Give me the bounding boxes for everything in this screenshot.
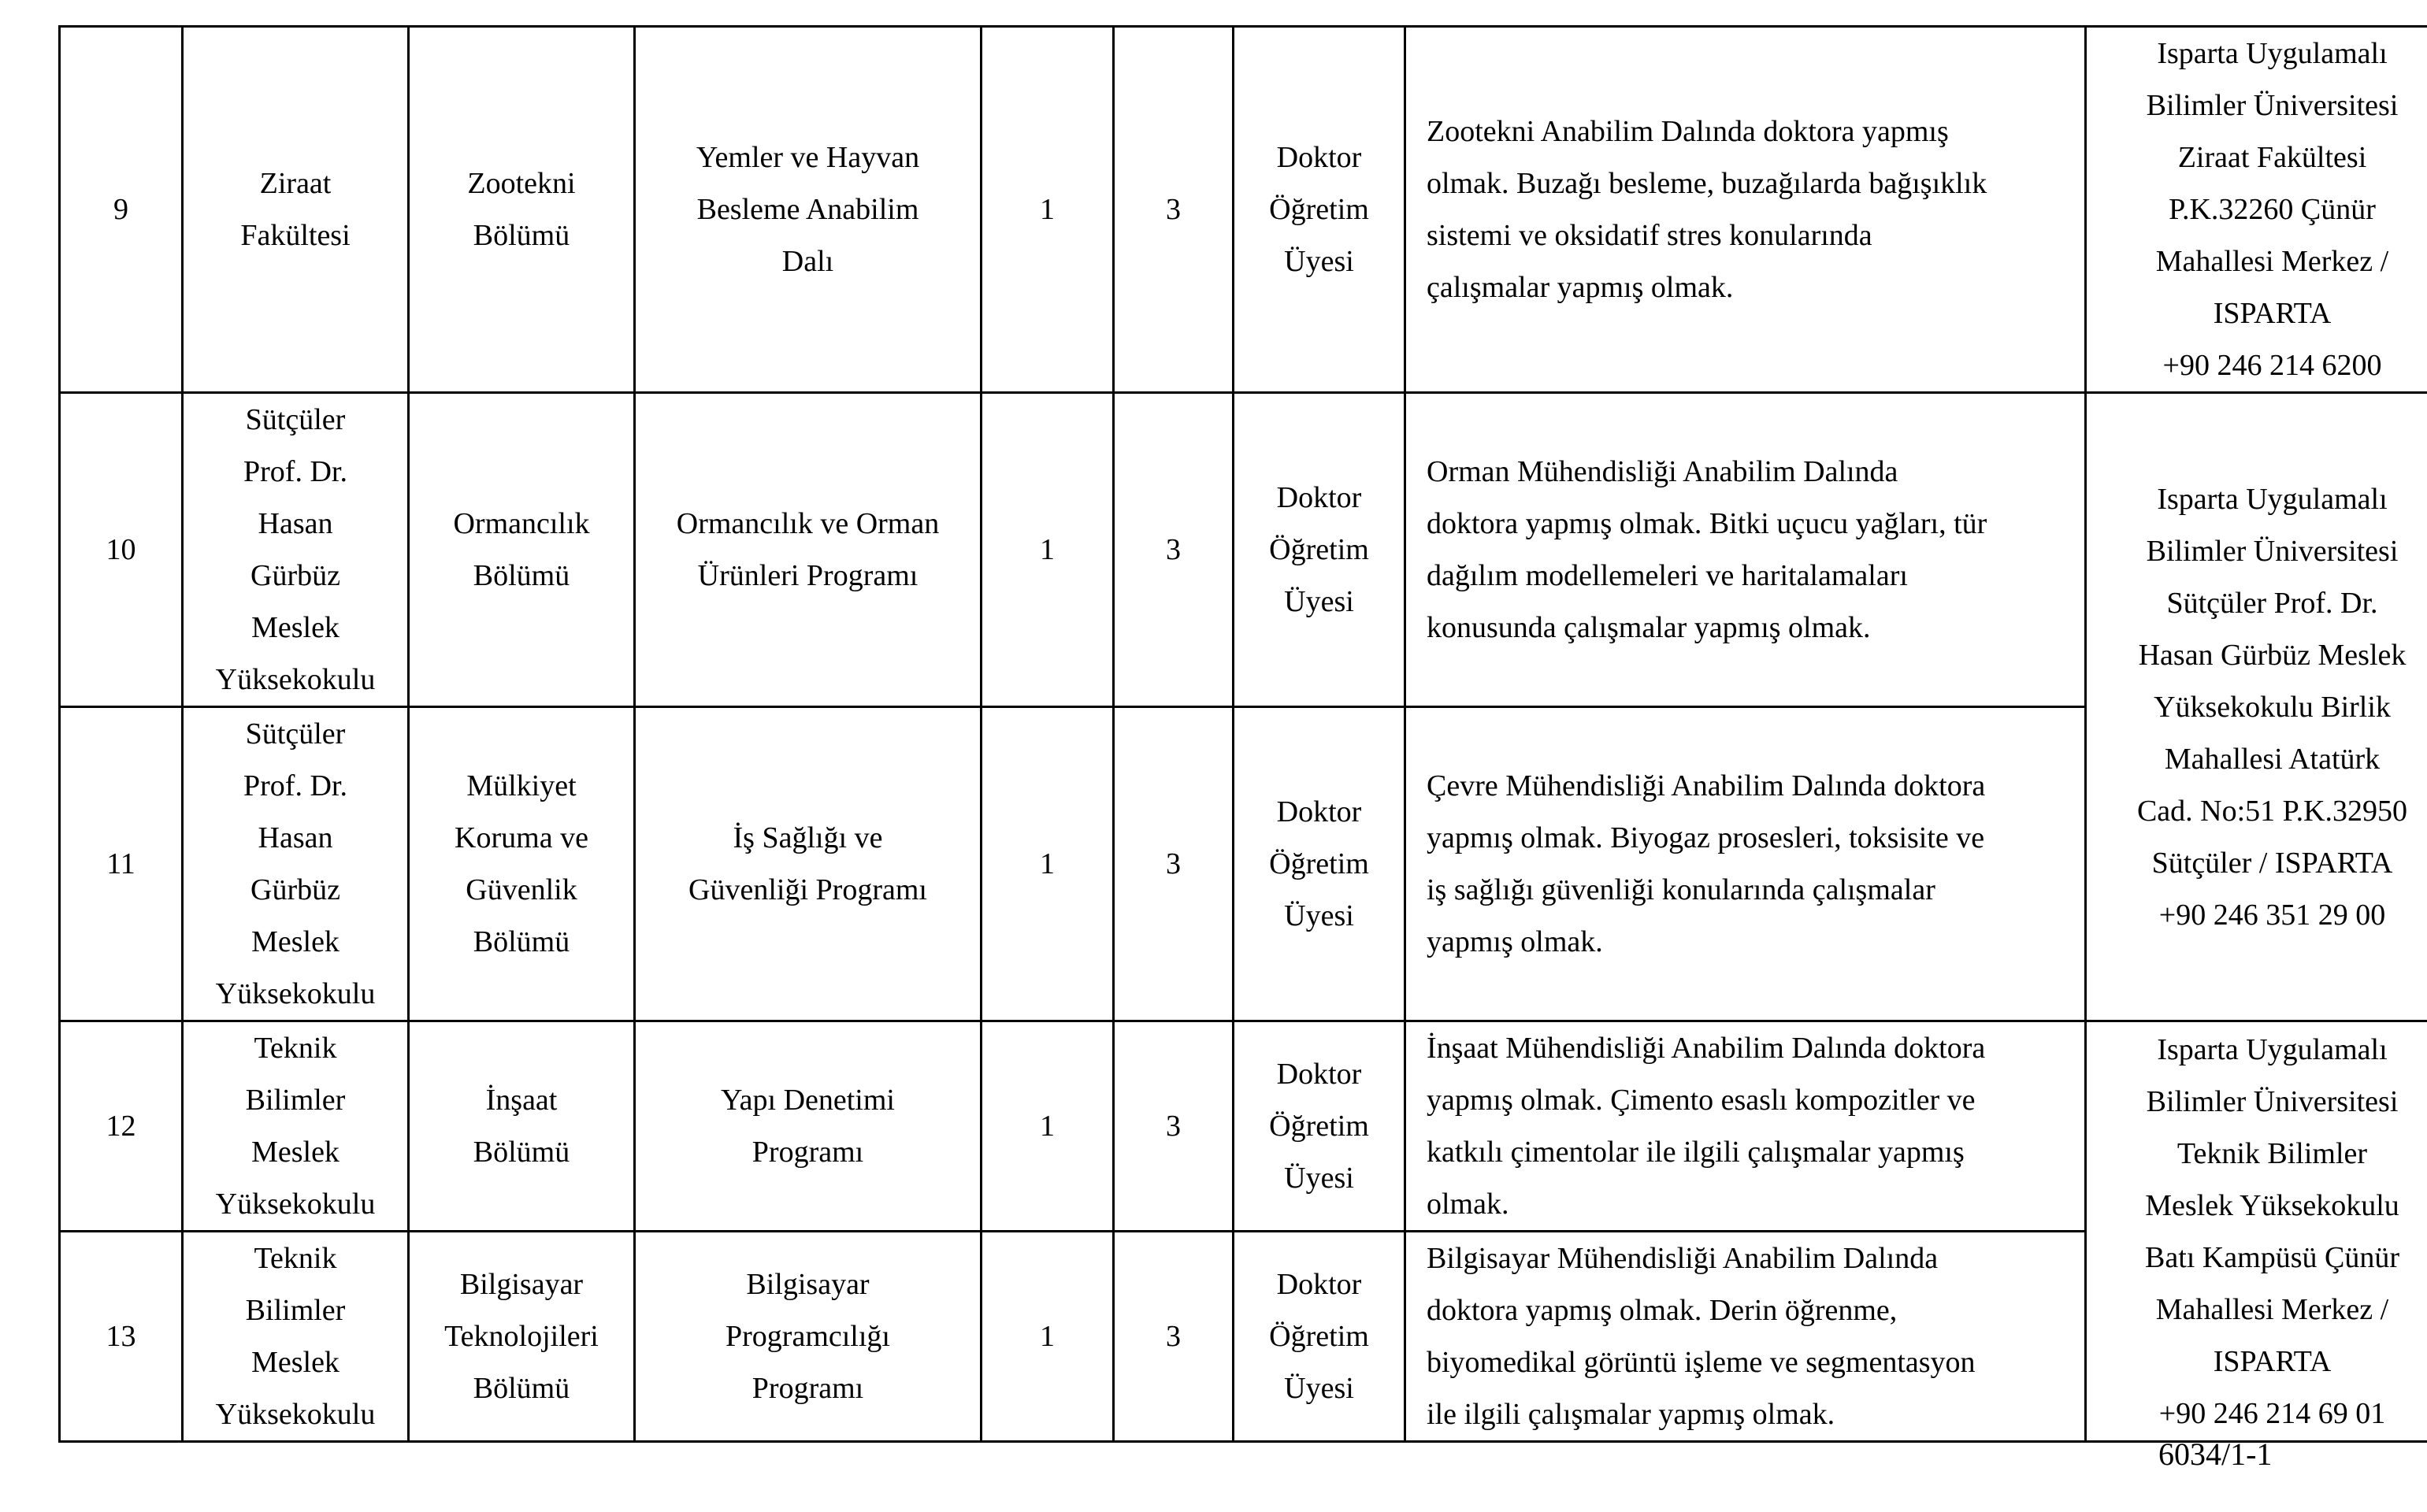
row-number-cell: 13 bbox=[60, 1232, 183, 1442]
row-number-cell: 11 bbox=[60, 707, 183, 1021]
department-cell: İnşaat Bölümü bbox=[409, 1021, 635, 1232]
table-row bbox=[60, 1021, 2427, 1232]
unit-cell: Ziraat Fakültesi bbox=[183, 27, 409, 393]
unit-cell: Teknik Bilimler Meslek Yüksekokulu bbox=[183, 1021, 409, 1232]
row-number-cell: 10 bbox=[60, 393, 183, 707]
address-cell: Isparta Uygulamalı Bilimler Üniversitesi Ziraat Fakültesi P.K.32260 Çünür Mahallesi Merkez / ISPARTA +90 246 214 6200 bbox=[2086, 27, 2427, 393]
unit-cell: Sütçüler Prof. Dr. Hasan Gürbüz Meslek Yüksekokulu bbox=[183, 393, 409, 707]
position-count-cell: 1 bbox=[982, 393, 1114, 707]
row-number-cell: 9 bbox=[60, 27, 183, 393]
requirements-cell: Çevre Mühendisliği Anabilim Dalında doktora yapmış olmak. Biyogaz prosesleri, toksisite ve iş sağlığı güvenliği konularında çalışmalar yapmış olmak. bbox=[1405, 707, 2086, 1021]
academic-title-cell: Doktor Öğretim Üyesi bbox=[1234, 707, 1405, 1021]
program-cell: İş Sağlığı ve Güvenliği Programı bbox=[635, 707, 982, 1021]
position-count-cell: 1 bbox=[982, 27, 1114, 393]
department-cell: Bilgisayar Teknolojileri Bölümü bbox=[409, 1232, 635, 1442]
program-cell: Yapı Denetimi Programı bbox=[635, 1021, 982, 1232]
table-row bbox=[60, 27, 2427, 393]
academic-title-cell: Doktor Öğretim Üyesi bbox=[1234, 393, 1405, 707]
unit-cell: Sütçüler Prof. Dr. Hasan Gürbüz Meslek Yüksekokulu bbox=[183, 707, 409, 1021]
academic-title-cell: Doktor Öğretim Üyesi bbox=[1234, 1232, 1405, 1442]
program-cell: Bilgisayar Programcılığı Programı bbox=[635, 1232, 982, 1442]
address-cell: Isparta Uygulamalı Bilimler Üniversitesi Teknik Bilimler Meslek Yüksekokulu Batı Kampüsü Çünür Mahallesi Merkez / ISPARTA +90 246 214 69 01 bbox=[2086, 1021, 2427, 1442]
table-row bbox=[60, 393, 2427, 707]
degree-cell: 3 bbox=[1114, 707, 1234, 1021]
position-count-cell: 1 bbox=[982, 707, 1114, 1021]
department-cell: Zootekni Bölümü bbox=[409, 27, 635, 393]
degree-cell: 3 bbox=[1114, 1021, 1234, 1232]
degree-cell: 3 bbox=[1114, 27, 1234, 393]
table-row bbox=[60, 1232, 2427, 1442]
program-cell: Yemler ve Hayvan Besleme Anabilim Dalı bbox=[635, 27, 982, 393]
requirements-cell: İnşaat Mühendisliği Anabilim Dalında doktora yapmış olmak. Çimento esaslı kompozitler ve katkılı çimentolar ile ilgili çalışmalar yapmış olmak. bbox=[1405, 1021, 2086, 1232]
degree-cell: 3 bbox=[1114, 393, 1234, 707]
academic-title-cell: Doktor Öğretim Üyesi bbox=[1234, 1021, 1405, 1232]
position-table bbox=[58, 25, 2427, 1443]
page-number: 6034/1-1 bbox=[2158, 1436, 2273, 1472]
position-count-cell: 1 bbox=[982, 1232, 1114, 1442]
row-number-cell: 12 bbox=[60, 1021, 183, 1232]
address-cell: Isparta Uygulamalı Bilimler Üniversitesi Sütçüler Prof. Dr. Hasan Gürbüz Meslek Yüksekokulu Birlik Mahallesi Atatürk Cad. No:51 P.K.32950 Sütçüler / ISPARTA +90 246 351 29 00 bbox=[2086, 393, 2427, 1021]
unit-cell: Teknik Bilimler Meslek Yüksekokulu bbox=[183, 1232, 409, 1442]
requirements-cell: Zootekni Anabilim Dalında doktora yapmış olmak. Buzağı besleme, buzağılarda bağışıklık sistemi ve oksidatif stres konularında çalışmalar yapmış olmak. bbox=[1405, 27, 2086, 393]
department-cell: Mülkiyet Koruma ve Güvenlik Bölümü bbox=[409, 707, 635, 1021]
program-cell: Ormancılık ve Orman Ürünleri Programı bbox=[635, 393, 982, 707]
department-cell: Ormancılık Bölümü bbox=[409, 393, 635, 707]
academic-title-cell: Doktor Öğretim Üyesi bbox=[1234, 27, 1405, 393]
degree-cell: 3 bbox=[1114, 1232, 1234, 1442]
position-count-cell: 1 bbox=[982, 1021, 1114, 1232]
requirements-cell: Bilgisayar Mühendisliği Anabilim Dalında doktora yapmış olmak. Derin öğrenme, biyomedikal görüntü işleme ve segmentasyon ile ilgili çalışmalar yapmış olmak. bbox=[1405, 1232, 2086, 1442]
requirements-cell: Orman Mühendisliği Anabilim Dalında doktora yapmış olmak. Bitki uçucu yağları, tür dağılım modellemeleri ve haritalamaları konusunda çalışmalar yapmış olmak. bbox=[1405, 393, 2086, 707]
table-row bbox=[60, 707, 2427, 1021]
